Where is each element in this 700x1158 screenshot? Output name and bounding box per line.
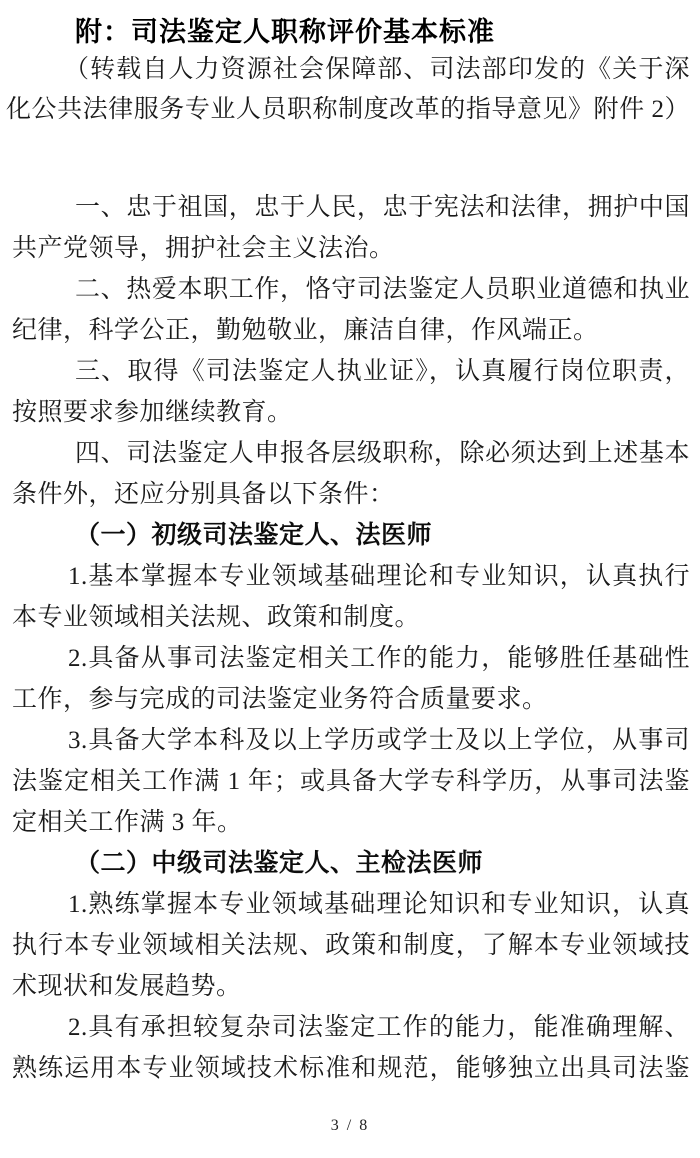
document-body-line: 定相关工作满 3 年。 xyxy=(12,809,243,836)
document-subtitle-line: （转载自人力资源社会保障部、司法部印发的《关于深 xyxy=(64,56,690,83)
document-section-heading: （一）初级司法鉴定人、法医师 xyxy=(75,522,433,549)
document-body-line: 1.基本掌握本专业领域基础理论和专业知识，认真执行 xyxy=(68,563,690,590)
document-body-line: 3.具备大学本科及以上学历或学士及以上学位，从事司 xyxy=(68,727,690,754)
document-body-line: 共产党领导，拥护社会主义法治。 xyxy=(12,235,395,262)
document-body-line: 二、热爱本职工作，恪守司法鉴定人员职业道德和执业 xyxy=(75,276,690,303)
document-body-line: 一、忠于祖国，忠于人民，忠于宪法和法律，拥护中国 xyxy=(75,194,690,221)
document-body-line: 熟练运用本专业领域技术标准和规范，能够独立出具司法鉴 xyxy=(12,1055,690,1082)
page-number: 3 / 8 xyxy=(330,1117,370,1134)
document-body-line: 本专业领域相关法规、政策和制度。 xyxy=(12,604,421,631)
document-body-line: 按照要求参加继续教育。 xyxy=(12,399,293,426)
document-body-line: 2.具备从事司法鉴定相关工作的能力，能够胜任基础性 xyxy=(68,645,690,672)
document-body-line: 纪律，科学公正，勤勉敬业，廉洁自律，作风端正。 xyxy=(12,317,599,344)
document-section-heading: （二）中级司法鉴定人、主检法医师 xyxy=(75,850,484,877)
document-body-line: 工作，参与完成的司法鉴定业务符合质量要求。 xyxy=(12,686,548,713)
document-body-line: 条件外，还应分别具备以下条件： xyxy=(12,481,395,508)
document-body-line: 2.具有承担较复杂司法鉴定工作的能力，能准确理解、 xyxy=(68,1014,690,1041)
document-body-line: 四、司法鉴定人申报各层级职称，除必须达到上述基本 xyxy=(75,440,690,467)
document-title: 附：司法鉴定人职称评价基本标准 xyxy=(75,17,495,47)
document-body-line: 三、取得《司法鉴定人执业证》，认真履行岗位职责， xyxy=(75,358,690,385)
blank-line xyxy=(12,130,690,187)
document-body-line: 1.熟练掌握本专业领域基础理论知识和专业知识，认真 xyxy=(68,891,690,918)
document-body-line: 执行本专业领域相关法规、政策和制度，了解本专业领域技 xyxy=(12,932,690,959)
document-body-line: 术现状和发展趋势。 xyxy=(12,973,242,1000)
document-content xyxy=(0,14,700,1089)
document-body-line: 法鉴定相关工作满 1 年；或具备大学专科学历，从事司法鉴 xyxy=(12,768,690,795)
document-subtitle-line: 化公共法律服务专业人员职称制度改革的指导意见》附件 2） xyxy=(6,96,690,123)
